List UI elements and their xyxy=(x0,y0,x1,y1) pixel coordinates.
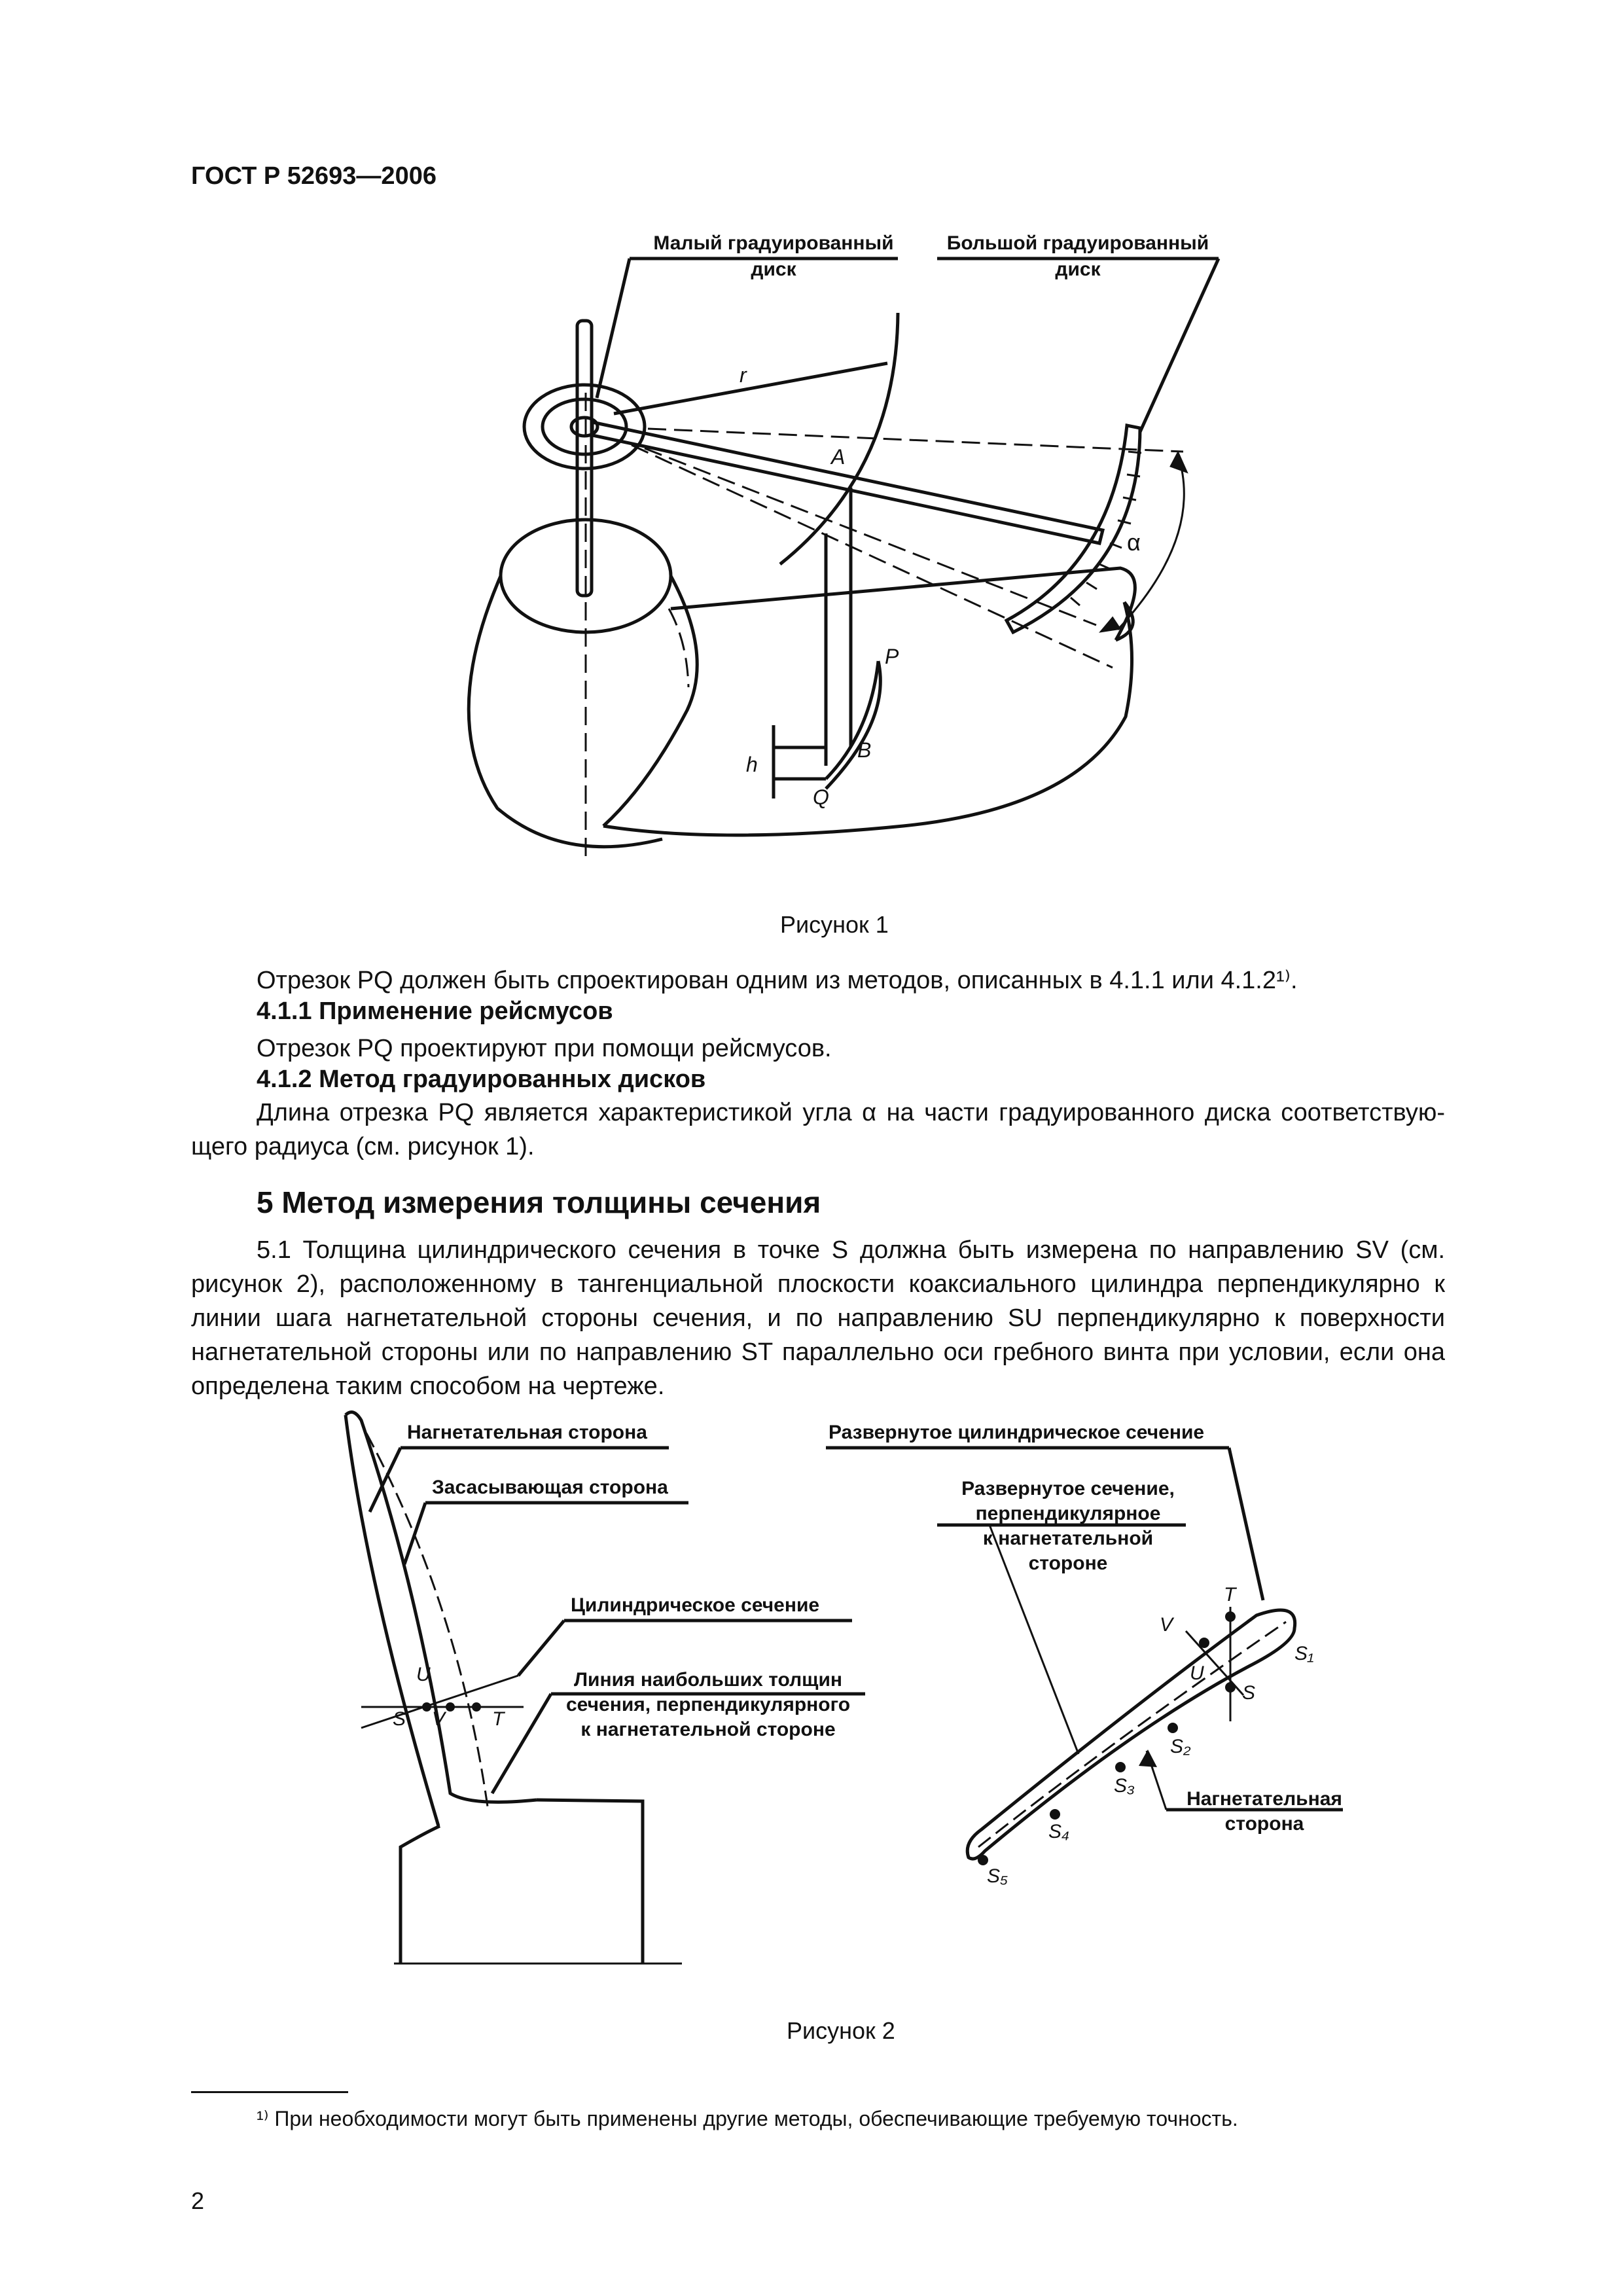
paragraph-disc-method: Длина отрезка PQ является характеристикой угла α на части градуированного диска соответствую-щего радиуса (см. рисунок 1). xyxy=(191,1099,1445,1160)
footnote: ¹⁾ При необходимости могут быть применены другие методы, обеспечивающие требуемую точность. xyxy=(257,2107,1238,2130)
fig2-left-U: U xyxy=(416,1664,431,1685)
section-5-title: 5 Метод измерения толщины сечения xyxy=(257,1185,821,1219)
fig2-left-V: V xyxy=(432,1708,446,1730)
fig2-right-S2: S₂ xyxy=(1170,1736,1191,1757)
fig2-right-S1: S₁ xyxy=(1294,1643,1314,1664)
label-P: P xyxy=(885,645,899,668)
fig2-left-S: S xyxy=(393,1708,406,1730)
figure2-caption: Рисунок 2 xyxy=(787,2017,895,2044)
label-big-disc: Большой градуированный диск xyxy=(946,232,1209,280)
label-pressure-side-2: Нагнетательная сторона xyxy=(1186,1788,1342,1835)
fig2-right-U: U xyxy=(1190,1662,1204,1684)
label-max-thickness-line: Линия наибольших толщин сечения, перпендикулярного к нагнетательной стороне xyxy=(565,1669,851,1740)
fig2-right-S3: S₃ xyxy=(1114,1775,1135,1797)
label-unrolled-cylindrical: Развернутое цилиндрическое сечение xyxy=(829,1422,1205,1443)
label-r: r xyxy=(740,363,747,387)
document-header: ГОСТ Р 52693—2006 xyxy=(191,162,437,190)
fig2-right-V: V xyxy=(1160,1614,1173,1636)
label-suction-side: Засасывающая сторона xyxy=(432,1477,668,1498)
label-A: A xyxy=(831,445,846,469)
paragraph-pq: Отрезок PQ должен быть спроектирован одним из методов, описанных в 4.1.1 или 4.1.2¹⁾. xyxy=(257,967,1298,994)
fig2-left-T: T xyxy=(492,1708,505,1730)
paragraph-gauges: Отрезок PQ проектируют при помощи рейсмусов. xyxy=(257,1035,832,1062)
fig2-right-S4: S₄ xyxy=(1048,1821,1070,1842)
label-alpha: α xyxy=(1127,529,1141,556)
label-Q: Q xyxy=(813,785,829,809)
footnote-rule xyxy=(191,2091,348,2093)
subsection-4-1-1: 4.1.1 Применение рейсмусов xyxy=(257,997,613,1025)
label-h: h xyxy=(746,753,758,776)
label-unrolled-perpendicular: Развернутое сечение, перпендикулярное к нагнетательной стороне xyxy=(961,1478,1175,1574)
subsection-4-1-2: 4.1.2 Метод градуированных дисков xyxy=(257,1066,706,1093)
figure1-caption: Рисунок 1 xyxy=(780,911,889,938)
label-small-disc: Малый градуированный диск xyxy=(653,232,894,280)
page-number: 2 xyxy=(191,2187,205,2214)
fig2-right-S5: S₅ xyxy=(987,1865,1008,1887)
label-B: B xyxy=(857,738,872,762)
paragraph-5-1: 5.1 Толщина цилиндрического сечения в точке S должна быть измерена по направлению SV (см. рисунок 2), расположенному в тангенциальной плоскости коаксиального цилиндра перпендикулярно к линии шага нагнетательной стороны сечения, и по направлению SU перпендикулярно к поверхности нагнетательной стороны или по направлению ST параллельно оси гребного винта при условии, если она определена таким способом на чертеже. xyxy=(191,1236,1445,1400)
label-cylindrical-section: Цилиндрическое сечение xyxy=(571,1594,820,1616)
fig2-right-T: T xyxy=(1224,1584,1236,1605)
fig2-right-S: S xyxy=(1242,1682,1256,1704)
label-pressure-side: Нагнетательная сторона xyxy=(407,1422,647,1443)
